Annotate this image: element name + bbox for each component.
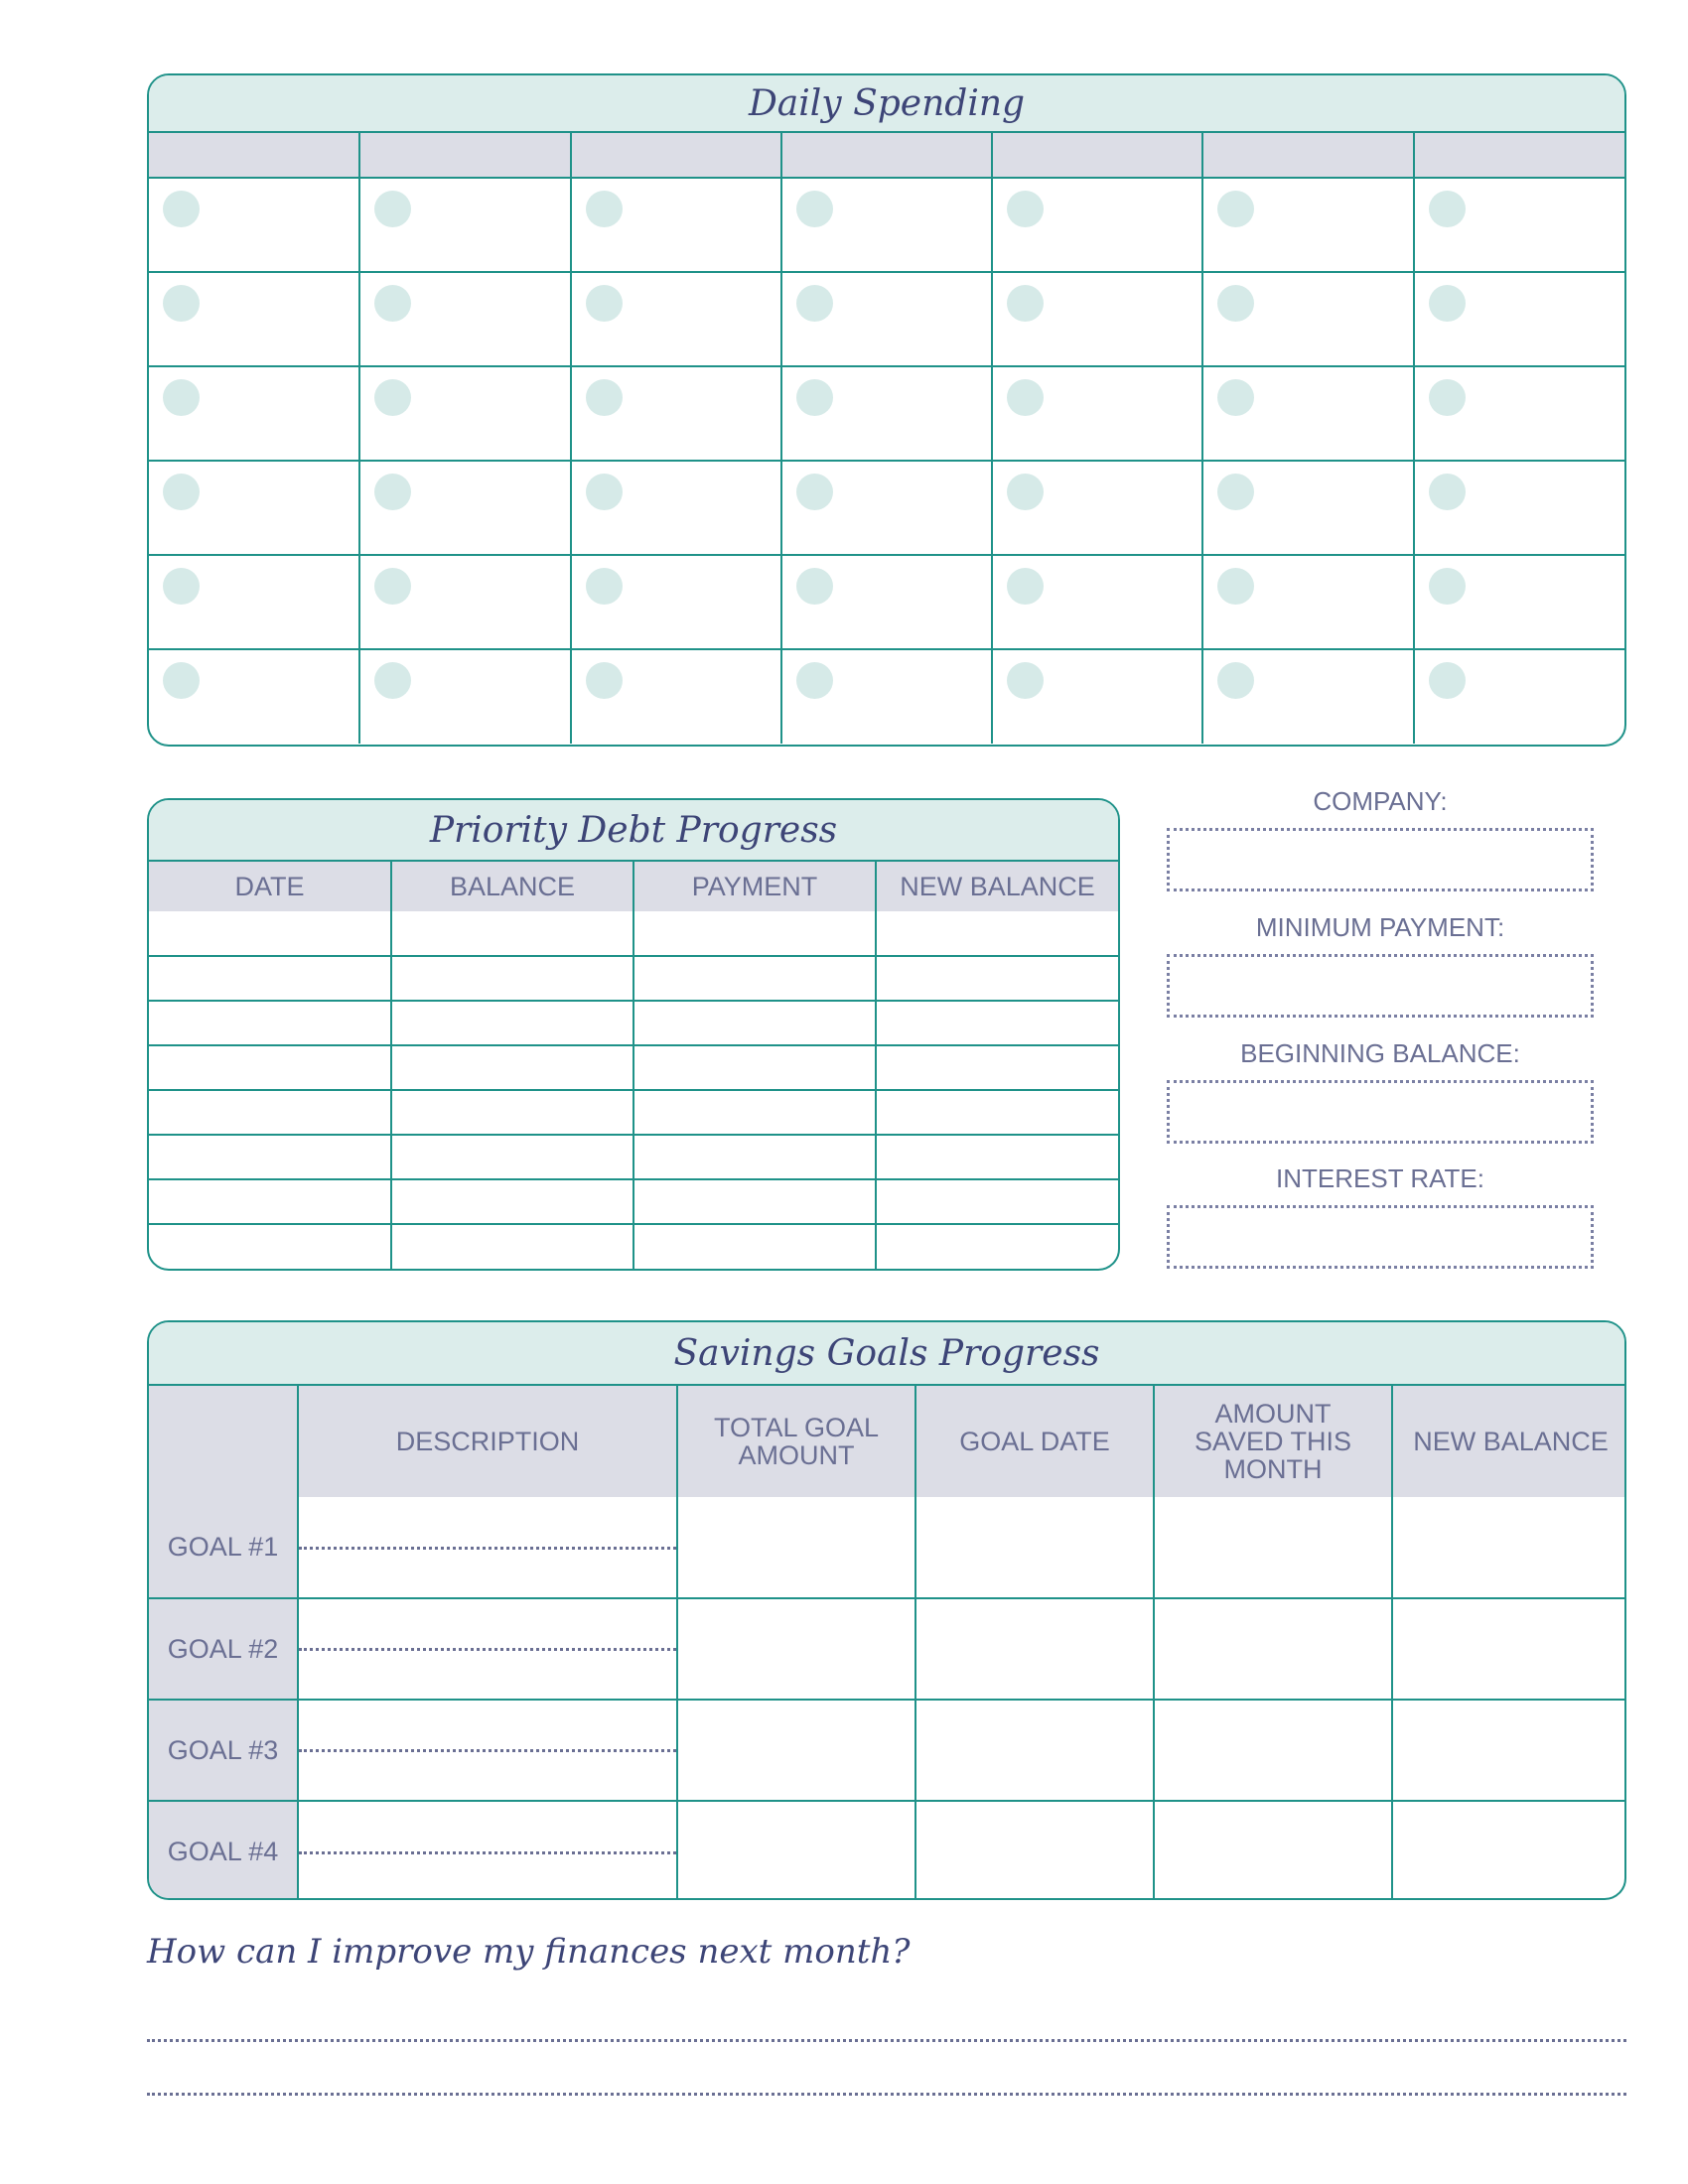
date-circle-icon: [796, 662, 833, 699]
debt-entry-cell[interactable]: [633, 1045, 876, 1090]
debt-row: [149, 1045, 1118, 1090]
date-circle-icon: [796, 191, 833, 227]
debt-progress-title: Priority Debt Progress: [149, 800, 1118, 862]
weekday-header-cell: [571, 133, 781, 178]
debt-header-payment: PAYMENT: [633, 862, 876, 911]
day-cell[interactable]: [1202, 272, 1413, 366]
debt-entry-cell[interactable]: [149, 1090, 391, 1135]
date-circle-icon: [1429, 379, 1466, 416]
day-cell[interactable]: [781, 649, 992, 744]
debt-entry-cell[interactable]: [149, 1001, 391, 1045]
day-cell[interactable]: [571, 272, 781, 366]
company-field[interactable]: [1167, 828, 1594, 891]
goal-entry-cell[interactable]: [677, 1497, 915, 1598]
date-circle-icon: [796, 285, 833, 322]
reflection-line-2[interactable]: [147, 2093, 1626, 2096]
day-cell[interactable]: [1414, 366, 1624, 461]
debt-entry-cell[interactable]: [391, 956, 633, 1001]
date-circle-icon: [1429, 568, 1466, 605]
date-circle-icon: [1429, 285, 1466, 322]
savings-header-description: DESCRIPTION: [298, 1386, 677, 1497]
date-circle-icon: [1429, 662, 1466, 699]
minimum-payment-field[interactable]: [1167, 954, 1594, 1018]
savings-header-new-balance: NEW BALANCE: [1392, 1386, 1626, 1497]
day-cell[interactable]: [571, 366, 781, 461]
date-circle-icon: [163, 379, 200, 416]
reflection-prompt: How can I improve my finances next month?: [147, 1932, 911, 1972]
date-circle-icon: [796, 379, 833, 416]
date-circle-icon: [1429, 191, 1466, 227]
weekday-header-cell: [992, 133, 1202, 178]
goal-row: [149, 1801, 1626, 1900]
day-cell[interactable]: [781, 461, 992, 555]
day-cell[interactable]: [992, 178, 1202, 272]
debt-row: [149, 1135, 1118, 1179]
date-circle-icon: [1007, 191, 1044, 227]
day-cell[interactable]: [359, 272, 570, 366]
debt-entry-cell[interactable]: [391, 1090, 633, 1135]
debt-entry-cell[interactable]: [876, 1224, 1118, 1269]
goal-entry-cell[interactable]: [1154, 1497, 1392, 1598]
debt-entry-cell[interactable]: [876, 1001, 1118, 1045]
debt-entry-cell[interactable]: [876, 911, 1118, 956]
goal-label: GOAL #2: [149, 1598, 298, 1700]
day-cell[interactable]: [992, 555, 1202, 649]
debt-entry-cell[interactable]: [391, 1045, 633, 1090]
goal-entry-cell[interactable]: [1392, 1598, 1626, 1700]
debt-entry-cell[interactable]: [149, 1224, 391, 1269]
day-cell[interactable]: [781, 272, 992, 366]
debt-entry-cell[interactable]: [876, 1090, 1118, 1135]
debt-header-balance: BALANCE: [391, 862, 633, 911]
goal-description-cell[interactable]: [298, 1598, 677, 1700]
savings-header-total-goal-amount: TOTAL GOAL AMOUNT: [677, 1386, 915, 1497]
day-cell[interactable]: [1202, 649, 1413, 744]
day-cell[interactable]: [359, 178, 570, 272]
debt-entry-cell[interactable]: [391, 1224, 633, 1269]
goal-entry-cell[interactable]: [1154, 1598, 1392, 1700]
debt-entry-cell[interactable]: [149, 1045, 391, 1090]
day-cell[interactable]: [1202, 555, 1413, 649]
day-cell[interactable]: [992, 272, 1202, 366]
day-cell[interactable]: [1414, 555, 1624, 649]
date-circle-icon: [586, 379, 623, 416]
date-circle-icon: [1217, 474, 1254, 510]
debt-entry-cell[interactable]: [391, 1001, 633, 1045]
weekday-header-cell: [149, 133, 359, 178]
debt-row: [149, 1090, 1118, 1135]
date-circle-icon: [1217, 379, 1254, 416]
date-circle-icon: [163, 568, 200, 605]
date-circle-icon: [374, 379, 411, 416]
debt-header-date: DATE: [149, 862, 391, 911]
company-label: COMPANY:: [1313, 786, 1448, 816]
goal-entry-cell[interactable]: [677, 1801, 915, 1900]
date-circle-icon: [374, 568, 411, 605]
debt-entry-cell[interactable]: [149, 1179, 391, 1224]
debt-header-new-balance: NEW BALANCE: [876, 862, 1118, 911]
date-circle-icon: [796, 568, 833, 605]
day-cell[interactable]: [149, 461, 359, 555]
date-circle-icon: [1007, 662, 1044, 699]
goal-entry-cell[interactable]: [1154, 1801, 1392, 1900]
date-circle-icon: [374, 662, 411, 699]
goal-description-cell[interactable]: [298, 1497, 677, 1598]
description-divider: [299, 1851, 676, 1854]
date-circle-icon: [163, 662, 200, 699]
debt-row: [149, 911, 1118, 956]
goal-row: [149, 1598, 1626, 1700]
weekday-header-cell: [1202, 133, 1413, 178]
date-circle-icon: [1007, 285, 1044, 322]
day-cell[interactable]: [992, 461, 1202, 555]
debt-row: [149, 956, 1118, 1001]
day-cell[interactable]: [359, 649, 570, 744]
goal-entry-cell[interactable]: [915, 1700, 1154, 1801]
debt-entry-cell[interactable]: [391, 911, 633, 956]
date-circle-icon: [586, 662, 623, 699]
debt-entry-cell[interactable]: [633, 1135, 876, 1179]
goal-entry-cell[interactable]: [915, 1801, 1154, 1900]
date-circle-icon: [796, 474, 833, 510]
goal-label: GOAL #1: [149, 1497, 298, 1598]
debt-entry-cell[interactable]: [633, 1090, 876, 1135]
goal-description-cell[interactable]: [298, 1700, 677, 1801]
day-cell[interactable]: [992, 649, 1202, 744]
date-circle-icon: [163, 474, 200, 510]
debt-entry-cell[interactable]: [876, 1135, 1118, 1179]
savings-goals-panel: [147, 1320, 1626, 1900]
day-cell[interactable]: [1414, 649, 1624, 744]
debt-entry-cell[interactable]: [633, 1001, 876, 1045]
debt-entry-cell[interactable]: [149, 911, 391, 956]
day-cell[interactable]: [781, 178, 992, 272]
goal-description-cell[interactable]: [298, 1801, 677, 1900]
date-circle-icon: [586, 568, 623, 605]
beginning-balance-label: BEGINNING BALANCE:: [1240, 1038, 1520, 1068]
date-circle-icon: [586, 285, 623, 322]
goal-entry-cell[interactable]: [915, 1497, 1154, 1598]
day-cell[interactable]: [1414, 272, 1624, 366]
date-circle-icon: [1429, 474, 1466, 510]
debt-row: [149, 1001, 1118, 1045]
date-circle-icon: [374, 285, 411, 322]
date-circle-icon: [374, 474, 411, 510]
debt-entry-cell[interactable]: [876, 1179, 1118, 1224]
daily-spending-title: Daily Spending: [149, 75, 1624, 133]
debt-progress-table: [149, 862, 1118, 1269]
debt-entry-cell[interactable]: [391, 1135, 633, 1179]
interest-rate-field[interactable]: [1167, 1205, 1594, 1269]
debt-entry-cell[interactable]: [633, 911, 876, 956]
beginning-balance-field[interactable]: [1167, 1080, 1594, 1144]
goal-entry-cell[interactable]: [915, 1598, 1154, 1700]
day-cell[interactable]: [1414, 178, 1624, 272]
description-divider: [299, 1648, 676, 1651]
daily-spending-panel: [147, 73, 1626, 747]
date-circle-icon: [1007, 474, 1044, 510]
date-circle-icon: [586, 191, 623, 227]
date-circle-icon: [1217, 285, 1254, 322]
goal-entry-cell[interactable]: [1154, 1700, 1392, 1801]
date-circle-icon: [1217, 662, 1254, 699]
goal-entry-cell[interactable]: [1392, 1801, 1626, 1900]
date-circle-icon: [586, 474, 623, 510]
goal-entry-cell[interactable]: [677, 1700, 915, 1801]
debt-entry-cell[interactable]: [391, 1179, 633, 1224]
day-cell[interactable]: [571, 461, 781, 555]
savings-goals-table: [149, 1386, 1626, 1900]
day-cell[interactable]: [1202, 178, 1413, 272]
daily-spending-grid: [149, 133, 1624, 744]
day-cell[interactable]: [781, 366, 992, 461]
goal-row: [149, 1700, 1626, 1801]
date-circle-icon: [1007, 568, 1044, 605]
day-cell[interactable]: [781, 555, 992, 649]
day-cell[interactable]: [571, 555, 781, 649]
minimum-payment-label: MINIMUM PAYMENT:: [1255, 912, 1505, 942]
description-divider: [299, 1749, 676, 1752]
debt-row: [149, 1224, 1118, 1269]
savings-header-amount-saved: AMOUNT SAVED THIS MONTH: [1154, 1386, 1392, 1497]
description-divider: [299, 1547, 676, 1550]
date-circle-icon: [1007, 379, 1044, 416]
day-cell[interactable]: [1202, 461, 1413, 555]
debt-entry-cell[interactable]: [633, 1224, 876, 1269]
day-cell[interactable]: [992, 366, 1202, 461]
goal-label: GOAL #3: [149, 1700, 298, 1801]
debt-progress-panel: [147, 798, 1120, 1271]
day-cell[interactable]: [1414, 461, 1624, 555]
debt-entry-cell[interactable]: [149, 1135, 391, 1179]
debt-row: [149, 1179, 1118, 1224]
day-cell[interactable]: [571, 649, 781, 744]
weekday-header-cell: [1414, 133, 1624, 178]
goal-label: GOAL #4: [149, 1801, 298, 1900]
savings-header-goal-date: GOAL DATE: [915, 1386, 1154, 1497]
goal-entry-cell[interactable]: [677, 1598, 915, 1700]
debt-entry-cell[interactable]: [633, 956, 876, 1001]
debt-entry-cell[interactable]: [149, 956, 391, 1001]
goal-entry-cell[interactable]: [1392, 1700, 1626, 1801]
date-circle-icon: [163, 191, 200, 227]
goal-entry-cell[interactable]: [1392, 1497, 1626, 1598]
savings-goals-title: Savings Goals Progress: [149, 1322, 1624, 1386]
day-cell[interactable]: [571, 178, 781, 272]
date-circle-icon: [163, 285, 200, 322]
day-cell[interactable]: [149, 272, 359, 366]
day-cell[interactable]: [359, 461, 570, 555]
day-cell[interactable]: [149, 649, 359, 744]
weekday-header-cell: [359, 133, 570, 178]
day-cell[interactable]: [1202, 366, 1413, 461]
savings-header-blank: [149, 1386, 298, 1497]
date-circle-icon: [1217, 568, 1254, 605]
day-cell[interactable]: [149, 555, 359, 649]
date-circle-icon: [374, 191, 411, 227]
date-circle-icon: [1217, 191, 1254, 227]
weekday-header-cell: [781, 133, 992, 178]
goal-row: [149, 1497, 1626, 1598]
day-cell[interactable]: [149, 366, 359, 461]
day-cell[interactable]: [359, 366, 570, 461]
interest-rate-label: INTEREST RATE:: [1276, 1163, 1484, 1193]
debt-entry-cell[interactable]: [876, 956, 1118, 1001]
debt-entry-cell[interactable]: [876, 1045, 1118, 1090]
day-cell[interactable]: [359, 555, 570, 649]
debt-entry-cell[interactable]: [633, 1179, 876, 1224]
day-cell[interactable]: [149, 178, 359, 272]
reflection-line-1[interactable]: [147, 2039, 1626, 2042]
